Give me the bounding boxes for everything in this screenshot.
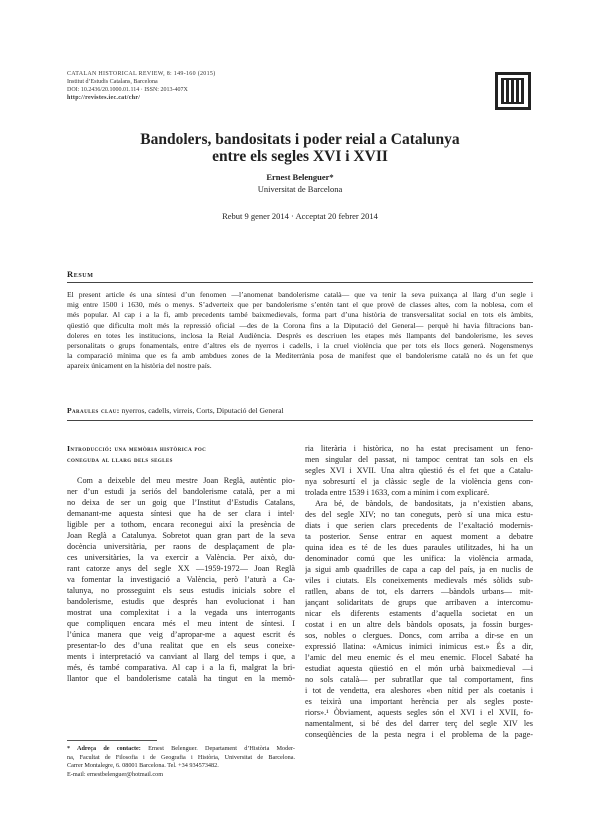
body-line: Ara bé, de bàndols, de bandositats, ja n’existien abans, [315,499,533,508]
footnote [67,745,295,779]
body-line: denominador comú que les unifica: la violència armada, [305,554,533,563]
right-column [305,443,533,740]
paper-title-line-2: entre els segles XVI i XVII [212,148,388,165]
body-line: jançant solidaritats de grups que arribaven a intercomu- [305,598,533,607]
footnote-rule [67,740,157,741]
intro-body-left [67,475,295,684]
body-line: segles XVI i XVII. Una altra qüestió és el fet que a Catalu- [305,466,533,475]
body-line: costat i en un altre dels bàndols oposats, ja fossin burges- [305,620,533,629]
body-line: nicar els diferents estaments d’aquella societat en un [305,609,533,618]
body-line: ria literària i històrica, no ha estat precisament un feno- [305,444,533,453]
intro-body-right [305,443,533,740]
body-line: rant catorze anys del segle XX —1959-1972— Joan Reglà [67,564,295,573]
left-column [67,443,295,684]
body-line: Joan Reglà a Catalunya. Sobretot quan gran part de la seva [67,531,295,540]
body-line: l’amic del meu enemic és el meu enemic. Flocel Sabaté ha [305,653,533,662]
abstract-line: doleres en totes les institucions, inclosa la Reial Audiència. Després es descriuen les etapes més llampants del bandolerisme, les seves [67,330,533,340]
body-line: no sols català— per subratllar que tal comportament, fins [305,675,533,684]
body-line: trolada entre 1539 i 1633, com a mínim i com explicaré. [305,488,490,497]
body-line: quina idea es té de les dues paraules utilitzades, hi ha un [305,543,533,552]
body-line: ments i interpretació va canviant al llarg del temps i que, a [67,652,295,661]
intro-heading-line: Introducció: una memòria històrica poc [67,444,207,453]
body-line: diats i que serien clars precedents de l’exaltació modernis- [305,521,533,530]
body-line: viles i ciutats. Els coneixements medievals més sòlids sub- [305,576,533,585]
body-line: no deixa de ser un goig que l’Institut d’Estudis Catalans, [67,498,295,507]
body-line: riors».¹ Òbviament, aquests segles són el XVI i el XVII, fo- [305,708,533,717]
body-line: ja sigui amb quadrilles de capa a cap del país, ja en nuclis de [305,565,533,574]
body-line: expressió llatina: «Amicus inimici inimicus est.» És a dir, [305,642,533,651]
body-line: estudiat aquesta qüestió en el món urbà baixmedieval —i [305,664,533,673]
abstract-line: la comparació mínima que es fa amb ambdues zones de la Mediterrània posa de manifest que el bandolerisme català no és un fet que [67,351,533,361]
body-line: bandolerisme, estudis que després han evolucionat i han [67,597,295,606]
footnote-line: Carrer Montalegre, 6. 08001 Barcelona. Tel. +34 934573482. [67,762,219,770]
abstract-line: mig entre 1500 i 1630, més o menys. S’adverteix que per bandolerisme s’entén tant el que provè de classes altes, com la noblesa, com el [67,300,533,310]
body-line: que compliquen encara més el meu intent de síntesi. I [67,619,295,628]
intro-heading-line: coneguda al llarg dels segles [67,455,173,464]
body-line: Com a deixeble del meu mestre Joan Reglà, autèntic pio- [77,476,295,485]
body-line: l’única manera que veig d’apropar-me a aquest escrit és [67,630,295,639]
body-line: es teixirà una important herència per als segles poste- [305,697,533,706]
body-line: des del segle XIV; no tan coneguts, però sí una mica estu- [305,510,533,519]
body-line: i tot de vendetta, era aleshores «ben nítid per als coetanis i [305,686,533,695]
body-line: ratllen, abans de tot, els darrers —bàndols urbans— mit- [305,587,533,596]
paper-title-line-1: Bandolers, bandositats i poder reial a Catalunya [140,131,460,148]
body-line: llantor que el bandolerisme català ha tingut en la memò- [67,674,295,683]
body-line: conseqüències de la pesta negra i el problema de la page- [305,730,533,739]
journal-url[interactable]: http://revistes.iec.cat/chr/ [67,95,141,101]
journal-doi: DOI: 10.2436/20.1000.01.114 · ISSN: 2013-407X [67,87,188,93]
keywords-label: Paraules clau: [67,406,120,415]
body-line: namentalment, si bé des del darrer terç del segle XIV les [305,719,533,728]
body-line: men singular del passat, ni tampoc centrat tan sols en els [305,455,533,464]
intro-heading [67,443,295,465]
abstract-line: personalitats o grups fonamentals, entre d’altres els de nyerros i cadells, i la cruel violència que per tots els llocs generà. Nogensmenys [67,341,533,351]
journal-metadata [67,70,367,102]
body-line: ligible per a tothom, encara reconegui així la presència de [67,520,295,529]
iec-logo-icon [493,70,533,112]
body-line: docència universitària, per raons de desplaçament de pla- [67,542,295,551]
body-line: ner d’un estudi ja seriós del bandolerisme català, per a mi [67,487,295,496]
abstract-text [67,290,533,372]
body-line: demanant-me aquesta síntesi que ha de ser clara i intel· [67,509,295,518]
journal-name: CATALAN HISTORICAL REVIEW, 8: 149-160 (2015) [67,71,216,77]
abstract-heading: Resum [67,269,94,279]
abstract-line: més popular. Al cap i a la fi, amb precedents també baixmedievals, forma part d’una història de transversalitat social en tots els àmbits, [67,310,533,320]
abstract-line: apareix únicament en la història del nostre país. [67,361,212,371]
footnote-email[interactable]: E-mail: ernestbelenguer@hotmail.com [67,770,164,778]
author-affiliation: Universitat de Barcelona [257,184,343,194]
body-line: sos, nobles o clergues. Doncs, com arriba a dir-se en un [305,631,533,640]
body-line: ces universitàries, la va exercir a València. Per això, du- [67,553,295,562]
body-line: presentar-lo des d’una realitat que en els seus coneixe- [67,641,295,650]
body-line: més, és també comparativa. Al cap i a la fi, malgrat la bri- [67,663,295,672]
keywords-text: nyerros, cadells, virreis, Corts, Diputació del General [119,406,284,415]
abstract-line: qüestió que dificulta molt més la repressió oficial —des de la Corona fins a la Diputació del General— perquè hi havia filtracions ban- [67,320,533,330]
body-line: va fomentar la investigació a València, però l’aturà a Ca- [67,575,295,584]
abstract-top-rule [67,282,533,283]
abstract-bottom-rule [67,420,533,421]
body-line: nya sobresurtí el ja clàssic segle de la violència gens con- [305,477,533,486]
footnote-line: na, Facultat de Filosofia i de Geografia i Història, Universitat de Barcelona. [67,753,295,761]
abstract-line: El present article és una síntesi d’un fenomen —l’anomenat bandolerisme català— que va tenir la seva puixança al llarg d’un segle i [67,290,533,299]
body-line: mostrat una complexitat i a la vegada uns interrogants [67,608,295,617]
keywords [67,406,533,416]
author-name: Ernest Belenguer* [266,172,334,182]
received-accepted-dates: Rebut 9 gener 2014 · Acceptat 20 febrer 2014 [222,211,378,221]
footnote-label: * Adreça de contacte: [67,745,141,752]
footnote-text: Ernest Belenguer. Departament d’Història Moder- [140,745,295,752]
body-line: talunya, no prosseguint els seus estudis inicials sobre el [67,586,295,595]
footnote-line [67,745,295,754]
body-line: ta posterior. Sense entrar en aquest moment a debatre [305,532,533,541]
journal-institute: Institut d’Estudis Catalans, Barcelona [67,79,158,85]
